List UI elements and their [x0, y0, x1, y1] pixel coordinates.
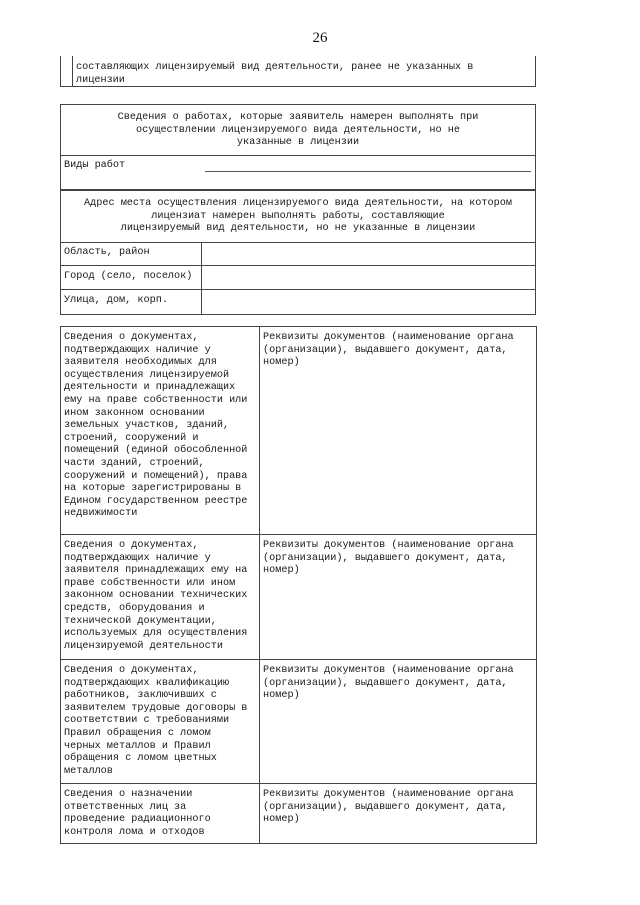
table-row [61, 327, 537, 535]
address-label-street: Улица, дом, корп. [64, 295, 168, 306]
document-description-cell: Сведения о документах, подтверждающих наличие у заявителя принадлежащих ему на праве собственности или ином законном основании технических средств, оборудования и технической документации, используемых для осуществления лицензируемой деятельности [61, 535, 260, 660]
top-fragment-text: составляющих лицензируемый вид деятельности, ранее не указанных в лицензии [76, 62, 474, 86]
address-label-city: Город (село, поселок) [64, 271, 193, 282]
address-value-city[interactable] [205, 271, 531, 287]
address-header-divider [60, 242, 536, 243]
address-row-divider-2 [60, 289, 536, 290]
top-fragment-left-border [60, 56, 61, 86]
document-description-cell: Сведения о документах, подтверждающих квалификацию работников, заключивших с заявителем трудовые договоры в соответствии с требованиями Правил обращения с ломом черных металлов и Правил обращения с ломом цветных металлов [61, 660, 260, 784]
document-description-cell: Сведения о документах, подтверждающих наличие у заявителя необходимых для осуществления лицензируемой деятельности и принадлежащих ему на праве собственности или ином законном основании земельных участков, зданий, строений, сооружений и помещений (единой обособленной части зданий, строений, сооружений и помещений), права на которые зарегистрированы в Едином государственном реестре недвижимости [61, 327, 260, 535]
table-row [61, 660, 537, 784]
documents-table [60, 326, 537, 844]
address-row-divider-1 [60, 265, 536, 266]
document-requisites-cell[interactable]: Реквизиты документов (наименование органа (организации), выдавшего документ, дата, номер) [260, 327, 537, 535]
page-number: 26 [312, 30, 328, 46]
works-section-header: Сведения о работах, которые заявитель намерен выполнять при осуществлении лицензируемого вида деятельности, но не указанные в лицензии [117, 112, 479, 149]
document-requisites-cell[interactable]: Реквизиты документов (наименование органа (организации), выдавшего документ, дата, номер) [260, 535, 537, 660]
table-row [61, 535, 537, 660]
document-requisites-cell[interactable]: Реквизиты документов (наименование органа (организации), выдавшего документ, дата, номер) [260, 660, 537, 784]
document-description-cell: Сведения о назначении ответственных лиц за проведение радиационного контроля лома и отходов [61, 784, 260, 844]
top-fragment-right-border [535, 56, 536, 86]
address-value-region[interactable] [205, 247, 531, 263]
work-types-label: Виды работ [64, 160, 126, 171]
work-types-field[interactable] [205, 171, 531, 172]
address-label-region: Область, район [64, 247, 150, 258]
document-requisites-cell[interactable]: Реквизиты документов (наименование органа (организации), выдавшего документ, дата, номер) [260, 784, 537, 844]
top-fragment-inner-border [72, 56, 73, 86]
address-section-header: Адрес места осуществления лицензируемого вида деятельности, на котором лицензиат намерен выполнять работы, составляющие лицензируемый вид деятельности, но не указанные в лицензии [84, 198, 512, 235]
address-value-street[interactable] [205, 295, 531, 311]
table-row [61, 784, 537, 844]
works-header-divider [60, 155, 536, 156]
